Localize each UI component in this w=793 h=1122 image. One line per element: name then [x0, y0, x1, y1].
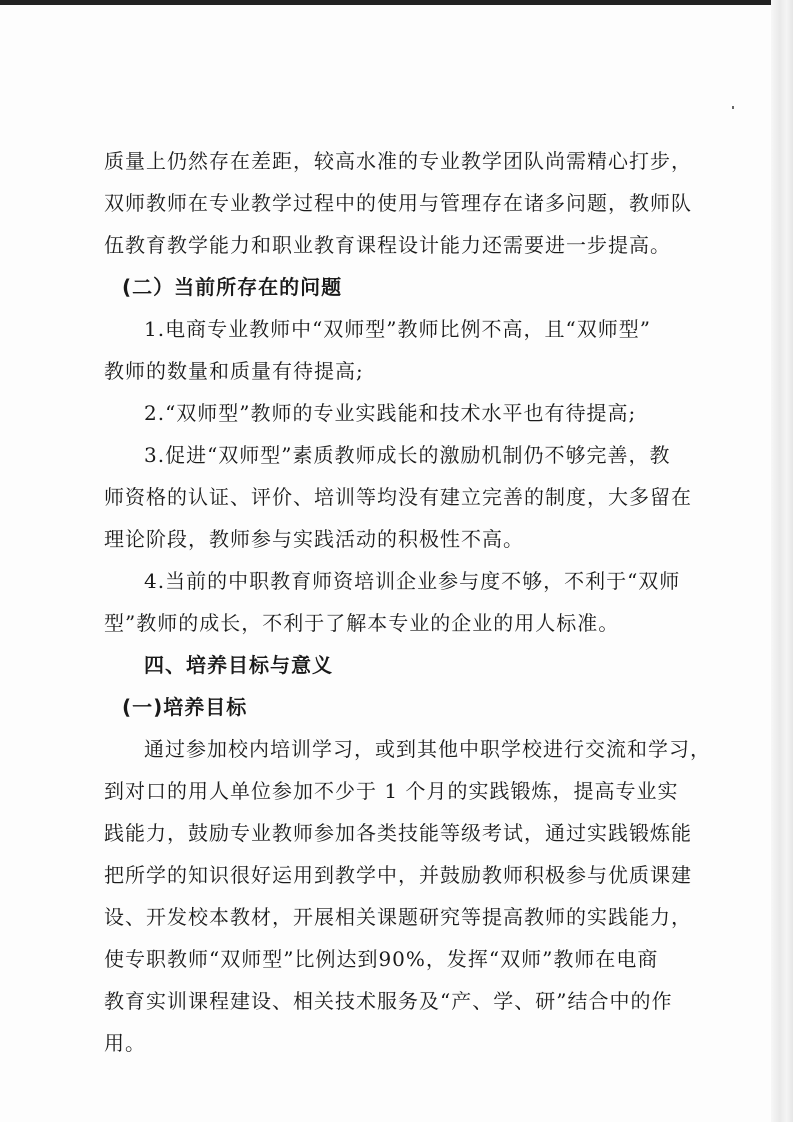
- problem-item-2: [104, 392, 694, 434]
- scan-right-edge: [771, 0, 793, 1122]
- scan-top-border: [0, 0, 793, 5]
- paragraph-line: 到对口的用人单位参加不少于 1 个月的实践锻炼，提高专业实: [104, 779, 679, 803]
- goal-paragraph: [104, 728, 711, 1064]
- paragraph-line: 3.促进“双师型”素质教师成长的激励机制仍不够完善，教: [144, 443, 671, 467]
- paragraph-line: 4.当前的中职教育师资培训企业参与度不够，不利于“双师: [144, 569, 681, 593]
- paragraph-line: 1.电商专业教师中“双师型”教师比例不高，且“双师型”: [144, 317, 651, 341]
- intro-paragraph: [104, 140, 694, 266]
- problems-heading: (二）当前所存在的问题: [122, 275, 343, 299]
- problem-item-3: [104, 434, 694, 560]
- paragraph-line: 设、开发校本教材，开展相关课题研究等提高教师的实践能力，: [104, 905, 692, 929]
- paragraph-line: 教育实训课程建设、相关技术服务及“产、学、研”结合中的作: [104, 989, 673, 1013]
- paragraph-line: 型”教师的成长，不利于了解本专业的企业的用人标准。: [104, 611, 620, 635]
- problem-item-1: [104, 308, 694, 392]
- goal-heading: (一)培养目标: [122, 695, 248, 719]
- section-heading: 四、培养目标与意义: [144, 653, 333, 677]
- paragraph-line: 质量上仍然存在差距，较高水准的专业教学团队尚需精心打步，: [104, 149, 692, 173]
- document-body: [104, 140, 711, 1064]
- paragraph-line: 教师的数量和质量有待提高;: [104, 359, 364, 383]
- paragraph-line: 师资格的认证、评价、培训等均没有建立完善的制度，大多留在: [104, 485, 692, 509]
- paragraph-line: 践能力，鼓励专业教师参加各类技能等级考试，通过实践锻炼能: [104, 821, 692, 845]
- paragraph-line: 伍教育教学能力和职业教育课程设计能力还需要进一步提高。: [104, 233, 671, 257]
- paragraph-line: 把所学的知识很好运用到教学中，并鼓励教师积极参与优质课建: [104, 863, 692, 887]
- paragraph-line: 理论阶段，教师参与实践活动的积极性不高。: [104, 527, 524, 551]
- scan-speck: [732, 106, 734, 109]
- paragraph-line: 用。: [104, 1031, 146, 1055]
- problem-item-4: [104, 560, 694, 644]
- paragraph-line: 使专职教师“双师型”比例达到90%，发挥“双师”教师在电商: [104, 947, 659, 971]
- paragraph-line: 2.“双师型”教师的专业实践能和技术水平也有待提高;: [144, 401, 637, 425]
- paragraph-line: 通过参加校内培训学习，或到其他中职学校进行交流和学习，: [144, 737, 711, 761]
- paragraph-line: 双师教师在专业教学过程中的使用与管理存在诸多问题，教师队: [104, 191, 692, 215]
